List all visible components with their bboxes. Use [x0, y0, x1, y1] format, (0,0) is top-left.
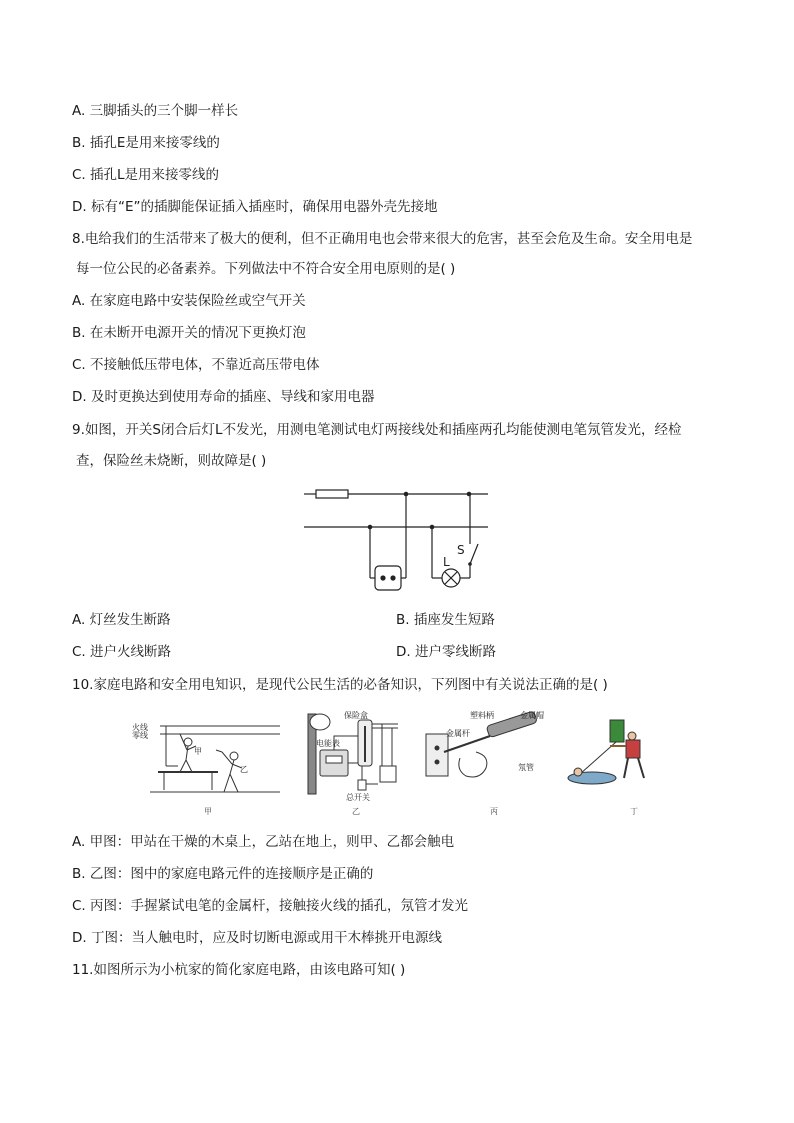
q10-label-huoxian: 火线	[132, 723, 148, 732]
q7-option-a: A. 三脚插头的三个脚一样长	[72, 103, 239, 119]
q9-stem-line-2: 查，保险丝未烧断，则故障是( )	[76, 453, 267, 469]
q10-caption-yi: 乙	[352, 807, 360, 816]
q10-label-dianneng: 电能表	[316, 739, 340, 748]
q10-label-niguan: 氖管	[518, 763, 534, 772]
q9-option-c: C. 进户火线断路	[72, 644, 172, 660]
q10-label-lingxian: 零线	[132, 731, 148, 740]
q8-stem-line-1: 8.电给我们的生活带来了极大的便利，但不正确用电也会带来很大的危害，甚至会危及生命。安全用电是	[72, 231, 693, 247]
q9-option-a: A. 灯丝发生断路	[72, 612, 171, 628]
q10-label-person-yi: 乙	[240, 765, 248, 774]
q10-option-c: C. 丙图：手握紧试电笔的金属杆，接触接火线的插孔，氖管才发光	[72, 898, 469, 914]
q10-label-suliaobing: 塑料柄	[470, 711, 494, 720]
q10-label-baoxianhe: 保险盒	[344, 711, 368, 720]
q10-figure-set	[130, 706, 680, 820]
q10-option-a: A. 甲图：甲站在干燥的木桌上，乙站在地上，则甲、乙都会触电	[72, 834, 455, 850]
q10-label-zongkaiguan: 总开关	[346, 793, 370, 802]
q10-caption-bing: 丙	[490, 807, 498, 816]
q10-option-d: D. 丁图：当人触电时，应及时切断电源或用干木棒挑开电源线	[72, 930, 442, 946]
q9-circuit-diagram	[296, 480, 496, 592]
q11-stem: 11.如图所示为小杭家的简化家庭电路，由该电路可知( )	[72, 962, 406, 978]
q8-stem-line-2: 每一位公民的必备素养。下列做法中不符合安全用电原则的是( )	[76, 261, 456, 277]
q10-label-person-jia: 甲	[194, 747, 202, 756]
q10-label-jinshumao: 金属帽	[520, 711, 544, 720]
q10-option-b: B. 乙图：图中的家庭电路元件的连接顺序是正确的	[72, 866, 374, 882]
q8-option-b: B. 在未断开电源开关的情况下更换灯泡	[72, 325, 306, 341]
q10-caption-jia: 甲	[204, 807, 212, 816]
q8-option-c: C. 不接触低压带电体，不靠近高压带电体	[72, 357, 320, 373]
q8-option-a: A. 在家庭电路中安装保险丝或空气开关	[72, 293, 306, 309]
q9-stem-line-1: 9.如图，开关S闭合后灯L不发光，用测电笔测试电灯两接线处和插座两孔均能使测电笔氖管发光，经检	[72, 422, 682, 438]
q9-option-d: D. 进户零线断路	[396, 644, 496, 660]
q10-caption-ding: 丁	[630, 807, 638, 816]
q10-panel-jia	[150, 726, 280, 792]
q10-panel-ding	[568, 720, 644, 784]
q8-option-d: D. 及时更换达到使用寿命的插座、导线和家用电器	[72, 389, 375, 405]
q7-option-d: D. 标有“E”的插脚能保证插入插座时，确保用电器外壳先接地	[72, 199, 438, 215]
q10-stem: 10.家庭电路和安全用电知识，是现代公民生活的必备知识，下列图中有关说法正确的是( )	[72, 677, 608, 693]
q7-option-c: C. 插孔L是用来接零线的	[72, 167, 220, 183]
q9-option-b: B. 插座发生短路	[396, 612, 495, 628]
q10-label-jinshugan: 金属杆	[446, 729, 470, 738]
q9-label-l: L	[443, 555, 450, 569]
q10-panel-yi	[308, 714, 398, 794]
q9-label-s: S	[457, 543, 465, 557]
q7-option-b: B. 插孔E是用来接零线的	[72, 135, 220, 151]
